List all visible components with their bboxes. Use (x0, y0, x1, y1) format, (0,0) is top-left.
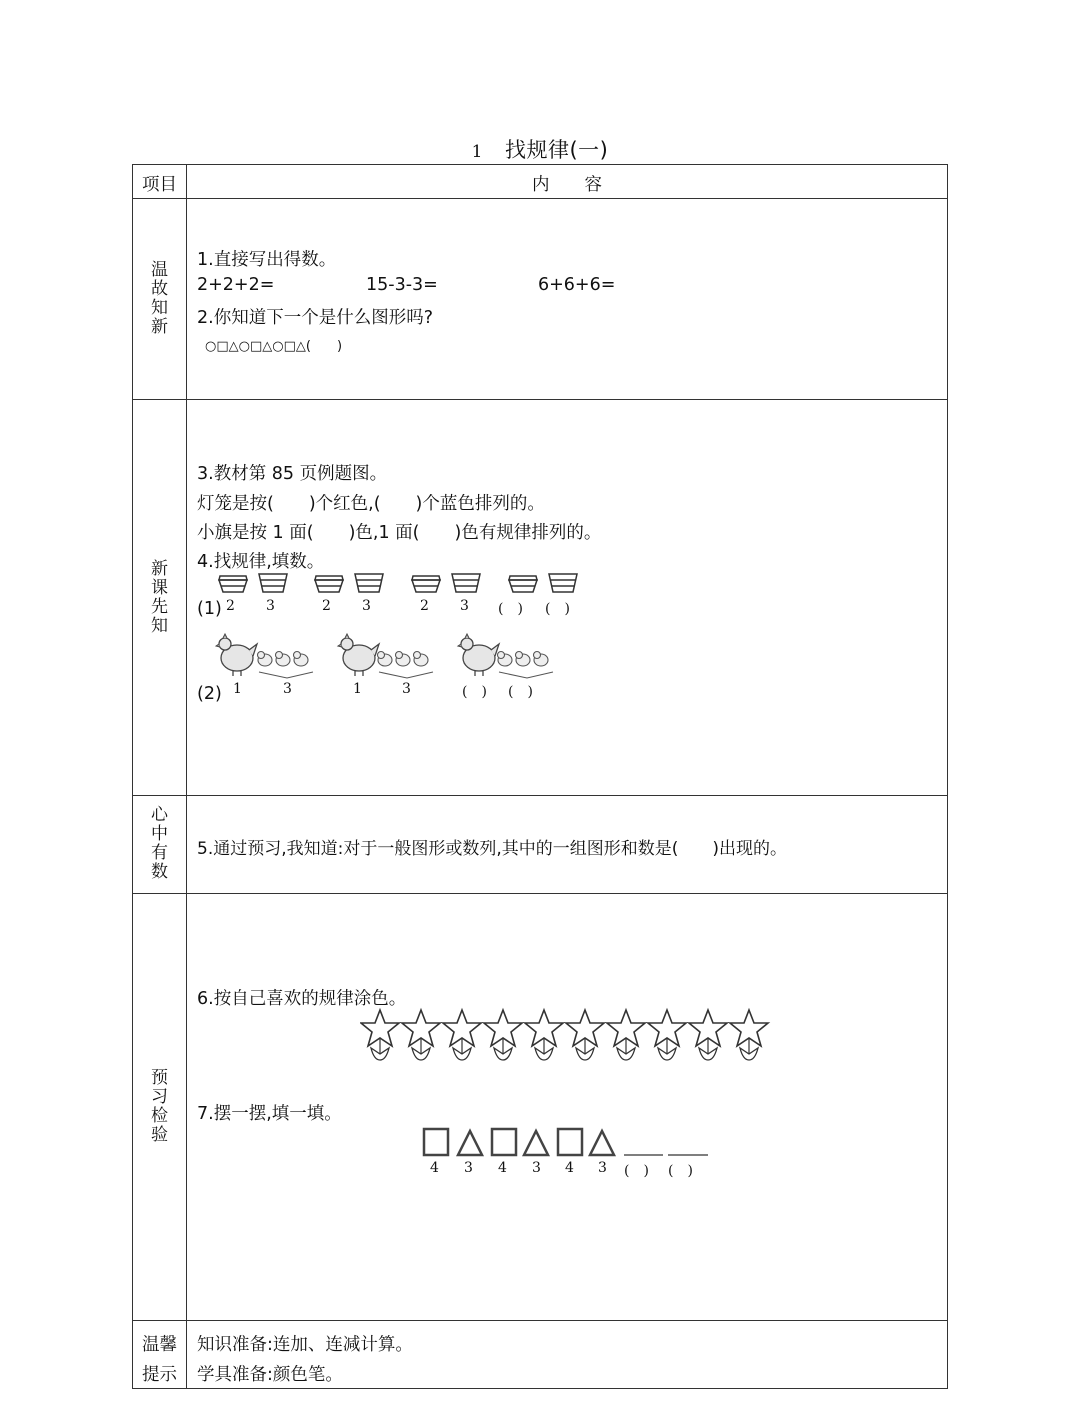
p1-num-4: 3 (362, 598, 371, 614)
q1-item-1: 2+2+2= (197, 275, 275, 295)
q1-item-2: 15-3-3= (366, 275, 438, 295)
p1-blank-1: ( ) (498, 601, 523, 617)
question-2: 2.你知道下一个是什么图形吗? (197, 308, 433, 328)
q7-num-3: 4 (498, 1160, 507, 1176)
star-3[interactable] (443, 1010, 481, 1060)
row-label-new-text: 新课先知 (151, 559, 168, 636)
chicks-1 (258, 652, 309, 667)
row-divider-4 (132, 1320, 948, 1321)
triangle-1 (458, 1131, 482, 1155)
row-label-mind (133, 806, 186, 882)
row-label-check (133, 1069, 186, 1145)
header-divider (132, 198, 948, 199)
bowl-stack-2b (315, 576, 343, 592)
shapes-row (420, 1124, 720, 1164)
p2-num-3: 1 (353, 681, 362, 697)
p1-blank-2: ( ) (545, 601, 570, 617)
stars-row (360, 1006, 776, 1068)
hen-3 (458, 634, 499, 676)
bowl-stack-2d (509, 576, 537, 592)
row-divider-3 (132, 893, 948, 894)
q3-flag-line: 小旗是按 1 面( )色,1 面( )色有规律排列的。 (197, 523, 602, 543)
bowl-stack-3b (355, 574, 383, 592)
q7-num-5: 4 (565, 1160, 574, 1176)
q7-blank-1: ( ) (624, 1163, 649, 1179)
lesson-number: 1 (471, 142, 483, 162)
question-3: 3.教材第 85 页例题图。 (197, 464, 388, 484)
q7-num-1: 4 (430, 1160, 439, 1176)
bowl-stack-2c (412, 576, 440, 592)
q1-item-3: 6+6+6= (538, 275, 616, 295)
p2-num-2: 3 (283, 681, 292, 697)
star-6[interactable] (566, 1010, 604, 1060)
hen-1 (216, 634, 257, 676)
p1-num-1: 2 (226, 598, 235, 614)
question-4: 4.找规律,填数。 (197, 552, 325, 572)
question-1: 1.直接写出得数。 (197, 250, 337, 270)
p1-num-2: 3 (266, 598, 275, 614)
question-7: 7.摆一摆,填一填。 (197, 1104, 342, 1124)
star-2[interactable] (402, 1010, 440, 1060)
q7-num-4: 3 (532, 1160, 541, 1176)
triangle-3 (590, 1131, 614, 1155)
row-label-review (133, 261, 186, 337)
row-label-review-text: 温故知新 (151, 260, 168, 337)
chicks-3 (498, 652, 549, 667)
q7-num-6: 3 (598, 1160, 607, 1176)
bowl-stack-3a (259, 574, 287, 592)
question-5: 5.通过预习,我知道:对于一般图形或数列,其中的一组图形和数是( )出现的。 (197, 839, 788, 859)
table-right-border (947, 164, 948, 1388)
part-1-label: (1) (197, 599, 222, 619)
row-label-tips-1: 温馨 (142, 1335, 177, 1355)
p1-num-6: 3 (460, 598, 469, 614)
star-7[interactable] (607, 1010, 645, 1060)
p1-num-5: 2 (420, 598, 429, 614)
star-5[interactable] (525, 1010, 563, 1060)
row-divider-2 (132, 795, 948, 796)
column-divider (186, 164, 187, 1388)
tip-supplies: 学具准备:颜色笔。 (197, 1365, 343, 1385)
chicks-2 (378, 652, 429, 667)
hens-chicks-figure (215, 628, 565, 688)
star-8[interactable] (648, 1010, 686, 1060)
triangle-2 (524, 1131, 548, 1155)
star-4[interactable] (484, 1010, 522, 1060)
header-content: 内 容 (532, 175, 602, 195)
header-item: 项目 (142, 175, 177, 195)
shape-sequence: ○□△○□△○□△( ) (205, 339, 343, 354)
bowl-stack-3c (452, 574, 480, 592)
row-divider-1 (132, 399, 948, 400)
q3-lantern-line: 灯笼是按( )个红色,( )个蓝色排列的。 (197, 494, 545, 514)
p2-blank-2: ( ) (508, 684, 533, 700)
square-3 (558, 1129, 582, 1155)
star-9[interactable] (689, 1010, 727, 1060)
row-label-check-text: 预习检验 (151, 1068, 168, 1145)
star-10[interactable] (730, 1010, 768, 1060)
page-title (0, 134, 1080, 164)
part-2-label: (2) (197, 684, 222, 704)
p2-num-4: 3 (402, 681, 411, 697)
hen-2 (338, 634, 379, 676)
star-1[interactable] (361, 1010, 399, 1060)
table-top-border (132, 164, 948, 165)
question-6: 6.按自己喜欢的规律涂色。 (197, 989, 407, 1009)
q7-num-2: 3 (464, 1160, 473, 1176)
bowl-stack-2a (219, 576, 247, 592)
row-label-new (133, 560, 186, 636)
square-2 (492, 1129, 516, 1155)
chick-braces (259, 672, 553, 678)
q7-blank-2: ( ) (668, 1163, 693, 1179)
p1-num-3: 2 (322, 598, 331, 614)
table-bottom-border (132, 1388, 948, 1389)
bowl-stack-3d (549, 574, 577, 592)
row-label-tips-2: 提示 (142, 1365, 177, 1385)
square-1 (424, 1129, 448, 1155)
p2-num-1: 1 (233, 681, 242, 697)
table-left-border (132, 164, 133, 1388)
p2-blank-1: ( ) (462, 684, 487, 700)
row-label-mind-text: 心中有数 (151, 805, 168, 882)
tip-knowledge: 知识准备:连加、连减计算。 (197, 1335, 413, 1355)
lesson-title: 找规律(一) (504, 138, 609, 162)
